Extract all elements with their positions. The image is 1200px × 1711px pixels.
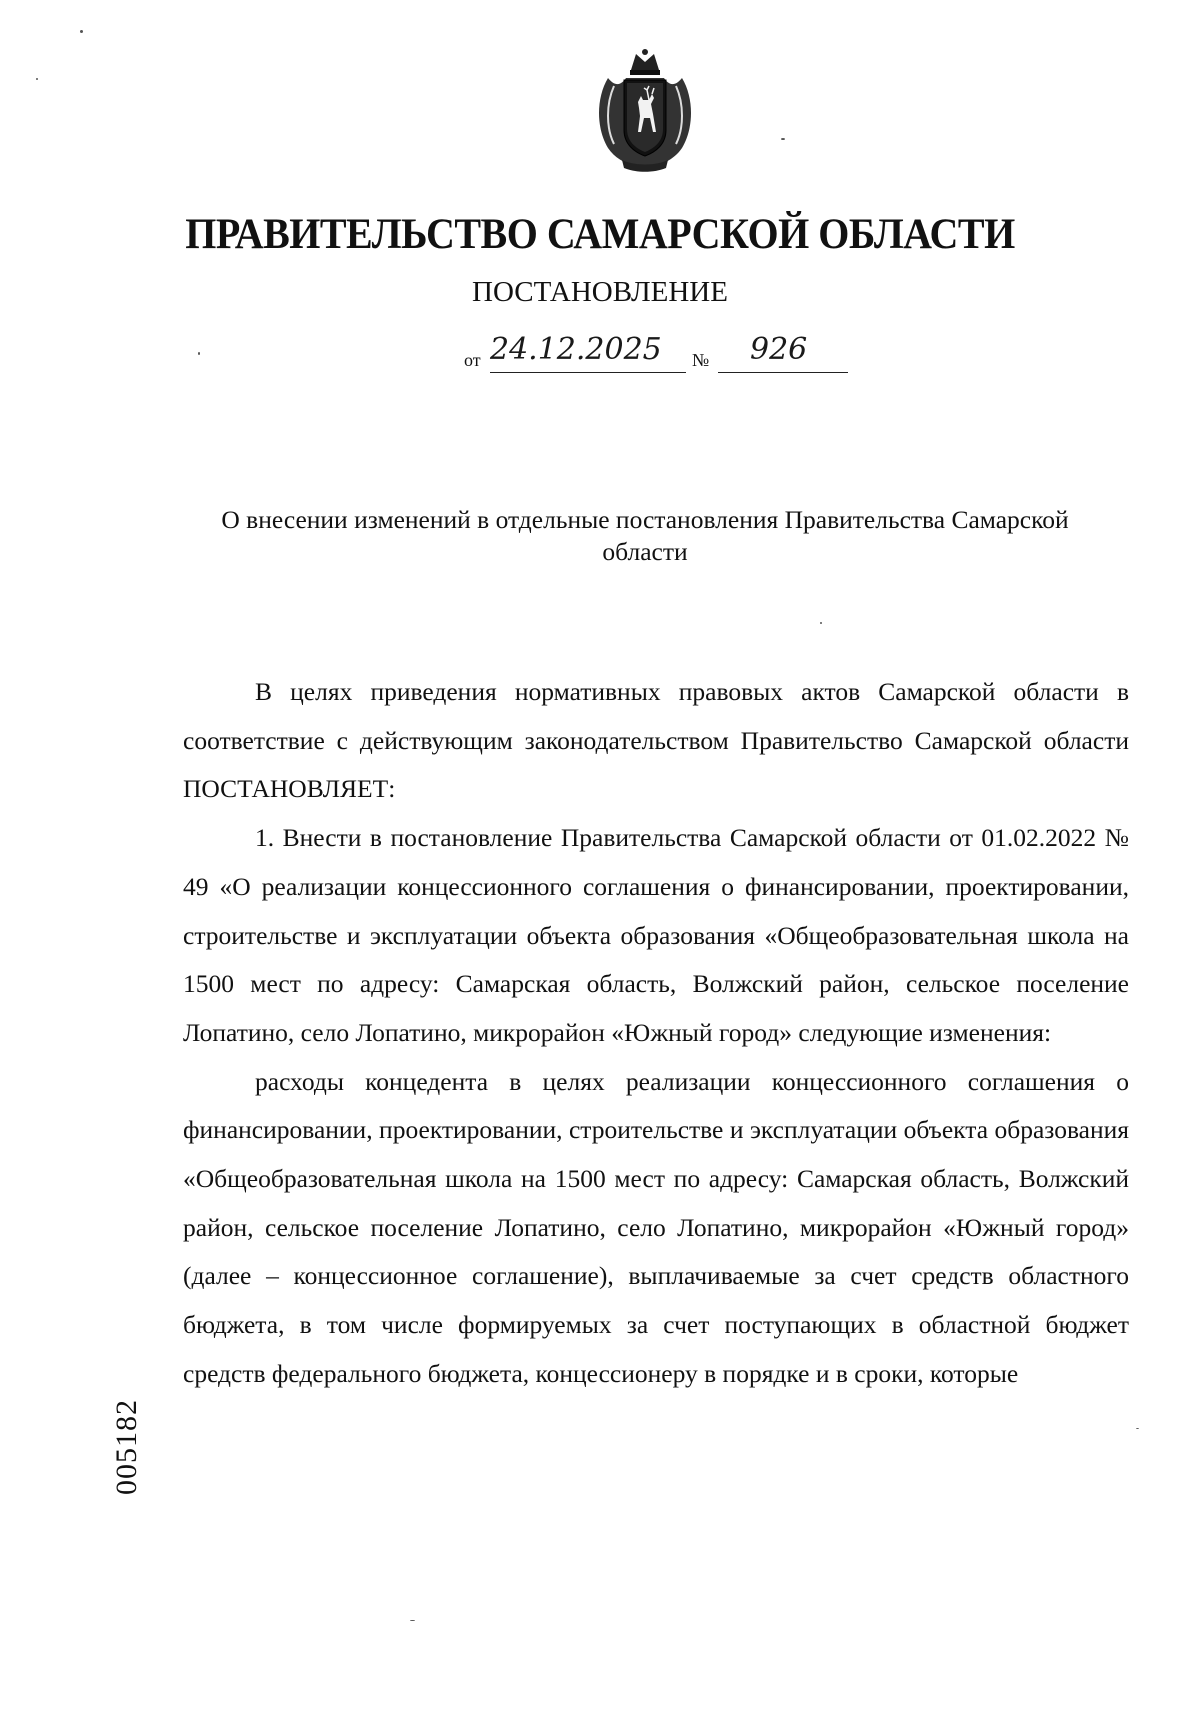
date-label: от bbox=[464, 350, 481, 370]
side-registration-number: 005182 bbox=[110, 1399, 143, 1495]
scan-speck bbox=[410, 1620, 415, 1621]
scan-speck bbox=[80, 30, 83, 33]
scan-speck bbox=[820, 622, 822, 624]
body-paragraph: расходы концедента в целях реализации концессионного соглашения о финансировании, проектировании, строительстве и эксплуатации объекта образования «Общеобразовательная школа на 1500 мест по адресу: Самарская область, Волжский район, сельское поселение Лопатино, село Лопатино, микрорайон «Южный город» (далее – концессионное соглашение), выплачиваемые за счет средств областного бюджета, в том числе формируемых за счет поступающих в областной бюджет средств федерального бюджета, концессионеру в порядке и в сроки, которые bbox=[183, 1066, 1129, 1388]
date-value: 24.12.2025 bbox=[490, 332, 662, 367]
document-subject: О внесении изменений в отдельные постановления Правительства Самарской области bbox=[221, 505, 1069, 566]
number-label: № bbox=[692, 350, 710, 370]
scan-speck bbox=[198, 352, 200, 355]
number-underline bbox=[718, 372, 848, 373]
date-underline bbox=[490, 372, 686, 373]
scan-speck bbox=[781, 138, 785, 140]
body-paragraph: В целях приведения нормативных правовых актов Самарской области в соответствие с действующим законодательством Правительство Самарской области ПОСТАНОВЛЯЕТ: bbox=[183, 677, 1129, 804]
samara-coat-of-arms-icon bbox=[594, 48, 696, 174]
document-type: ПОСТАНОВЛЕНИЕ bbox=[472, 276, 728, 308]
number-value: 926 bbox=[750, 332, 808, 367]
scan-speck bbox=[36, 78, 38, 80]
scan-speck bbox=[1136, 1428, 1139, 1429]
body-paragraph: 1. Внести в постановление Правительства Самарской области от 01.02.2022 № 49 «О реализации концессионного соглашения о финансировании, проектировании, строительстве и эксплуатации объекта образования «Общеобразовательная школа на 1500 мест по адресу: Самарская область, Волжский район, сельское поселение Лопатино, село Лопатино, микрорайон «Южный город» следующие изменения: bbox=[183, 823, 1129, 1047]
government-title: ПРАВИТЕЛЬСТВО САМАРСКОЙ ОБЛАСТИ bbox=[185, 209, 1015, 258]
document-body bbox=[183, 668, 1129, 1399]
